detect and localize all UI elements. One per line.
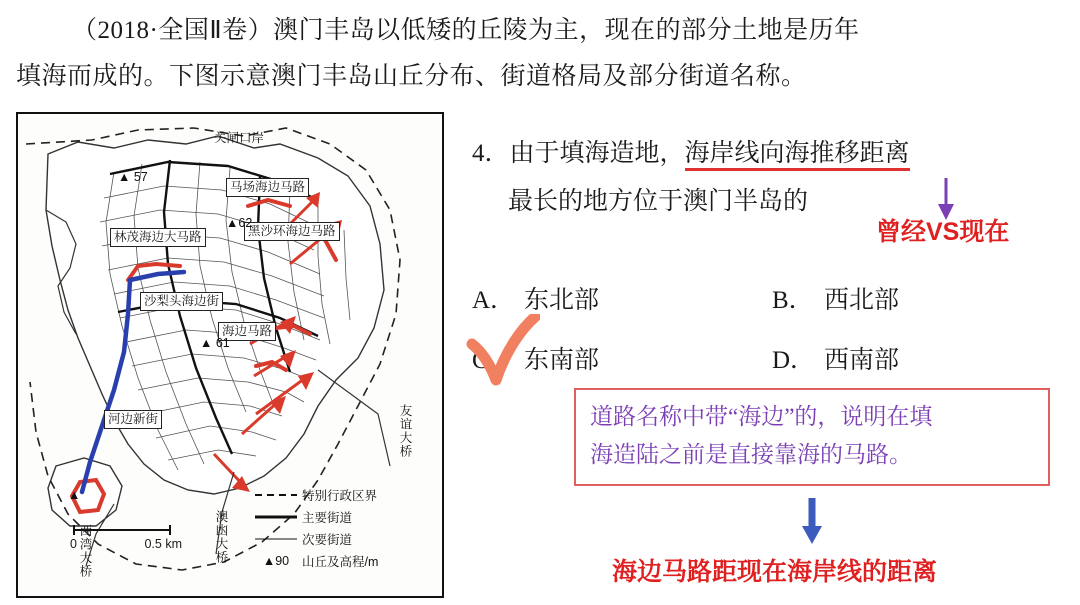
option-d-letter: D．	[772, 347, 816, 374]
spot-height-island: ▲	[68, 488, 81, 502]
scalebar-right-label: 0.5 km	[144, 537, 182, 551]
bridge-youyi-label: 友谊大桥	[398, 404, 412, 458]
question-text-before: 由于填海造地，	[509, 140, 685, 167]
legend-item-hill	[250, 550, 378, 572]
annotation-bottom-note: 海边马路距现在海岸线的距离	[612, 558, 938, 586]
question-number: 4．	[472, 140, 510, 167]
map-figure	[16, 112, 444, 598]
legend-item-secondary-street	[250, 528, 378, 550]
legend-item-main-street	[250, 506, 378, 528]
legend-label-hill: 山丘及高程/m	[302, 555, 379, 569]
option-b[interactable]	[772, 280, 1072, 316]
option-c-label: 东南部	[524, 347, 600, 374]
map-label-machang: 马场海边马路	[226, 178, 309, 197]
thick-line-icon	[250, 512, 302, 522]
map-legend	[250, 484, 378, 572]
map-label-gate: 关闸口岸	[214, 131, 265, 145]
legend-label-secondary-street: 次要街道	[302, 533, 353, 547]
question-text-underlined: 海岸线向海推移距离	[685, 140, 910, 171]
legend-label-boundary: 特别行政区界	[302, 489, 378, 503]
callout-line-2: 海造陆之前是直接靠海的马路。	[590, 442, 912, 467]
options-block	[472, 268, 1072, 388]
stem-line-2: 填海而成的。下图示意澳门丰岛山丘分布、街道格局及部分街道名称。	[16, 63, 807, 90]
scalebar-left-label: 0	[70, 537, 77, 551]
blue-arrow-icon	[800, 498, 824, 551]
spot-height-62: ▲62	[226, 216, 253, 230]
question-stem	[0, 8, 1080, 100]
scalebar-graphic	[70, 522, 182, 536]
bridge-aodang-label: 澳凼大桥	[214, 510, 228, 564]
legend-item-boundary	[250, 484, 378, 506]
option-a-letter: A．	[472, 287, 516, 314]
stem-line-1: （2018·全国Ⅱ卷）澳门丰岛以低矮的丘陵为主，现在的部分土地是历年	[72, 17, 860, 44]
legend-label-main-street: 主要街道	[302, 511, 353, 525]
options-row-1	[472, 268, 1072, 328]
spot-height-61: ▲ 61	[200, 336, 230, 350]
triangle-icon: ▲90	[262, 554, 290, 568]
option-d-label: 西南部	[824, 347, 900, 374]
option-d[interactable]	[772, 340, 1072, 376]
option-a[interactable]	[472, 280, 772, 316]
question-line-1	[472, 130, 1068, 178]
option-b-label: 西北部	[824, 287, 900, 314]
explanation-callout	[574, 388, 1050, 486]
map-label-hebianxinjie: 河边新街	[104, 410, 162, 429]
option-c-letter: C．	[472, 347, 514, 374]
thin-line-icon	[250, 534, 302, 544]
map-scalebar	[70, 522, 182, 551]
question-line-2: 最长的地方位于澳门半岛的	[508, 188, 809, 215]
annotation-red-note: 曾经VS现在	[876, 218, 1010, 246]
spot-height-57: ▲ 57	[118, 170, 148, 184]
callout-line-1: 道路名称中带“海边”的，说明在填	[590, 404, 933, 429]
map-label-heishahuan: 黑沙环海边马路	[244, 222, 340, 241]
option-a-label: 东北部	[524, 287, 600, 314]
options-row-2	[472, 328, 1072, 388]
map-label-haibian: 海边马路	[218, 322, 276, 341]
map-label-linmao: 林茂海边大马路	[110, 228, 206, 247]
checkmark-icon	[466, 314, 540, 391]
dashed-line-icon	[250, 490, 302, 500]
option-b-letter: B．	[772, 287, 814, 314]
bridge-xiwan-label: 西湾大桥	[78, 524, 92, 578]
map-label-shalitou: 沙梨头海边街	[140, 292, 223, 311]
